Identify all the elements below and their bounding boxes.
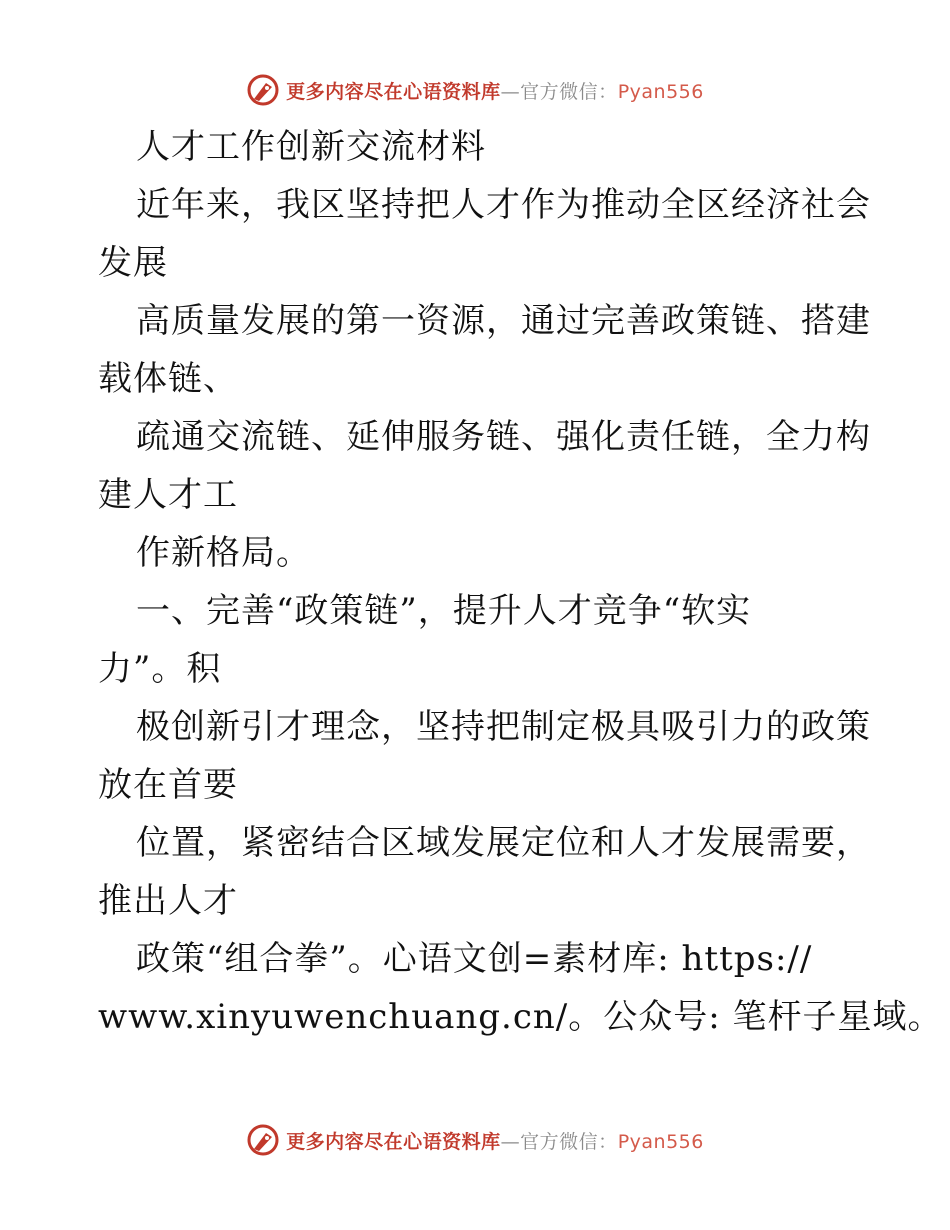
paragraph-line: 放在首要 — [98, 765, 238, 805]
banner-separator: — — [500, 80, 521, 103]
paragraph-line: 建人才工 — [98, 475, 238, 515]
banner-wechat-id: Pyan556 — [617, 1130, 704, 1153]
header-banner — [0, 68, 950, 112]
paragraph-line-url: www.xinyuwenchuang.cn/。公众号: 笔杆子星域。 — [98, 997, 943, 1037]
banner-main-text: 更多内容尽在心语资料库 — [286, 80, 501, 103]
document-body — [98, 118, 943, 1046]
paragraph-line: 极创新引才理念，坚持把制定极具吸引力的政策 — [136, 707, 871, 747]
section-heading-line: 一、完善“政策链”，提升人才竞争“软实 — [136, 591, 752, 631]
paragraph-line: 作新格局。 — [136, 533, 311, 573]
paragraph-line: 位置，紧密结合区域发展定位和人才发展需要， — [136, 823, 871, 863]
paragraph-line: 发展 — [98, 243, 168, 283]
paragraph-line: 力”。积 — [98, 649, 222, 689]
banner-wechat-id: Pyan556 — [617, 80, 704, 103]
banner-separator: — — [500, 1130, 521, 1153]
paragraph-line: 高质量发展的第一资源，通过完善政策链、搭建 — [136, 301, 871, 341]
paragraph-line: 疏通交流链、延伸服务链、强化责任链，全力构 — [136, 417, 871, 457]
paragraph-line: 载体链、 — [98, 359, 238, 399]
pen-nib-logo-icon — [246, 73, 280, 107]
banner-text — [286, 77, 704, 104]
banner-wechat-label: 官方微信： — [520, 80, 618, 103]
banner-main-text: 更多内容尽在心语资料库 — [286, 1130, 501, 1153]
banner-wechat-label: 官方微信： — [520, 1130, 618, 1153]
banner-text — [286, 1127, 704, 1154]
paragraph-line: 近年来，我区坚持把人才作为推动全区经济社会 — [136, 185, 871, 225]
pen-nib-logo-icon — [246, 1123, 280, 1157]
paragraph-line: 推出人才 — [98, 881, 238, 921]
paragraph-line: 政策“组合拳”。心语文创=素材库: https:// — [136, 939, 813, 979]
footer-banner — [0, 1118, 950, 1162]
document-title: 人才工作创新交流材料 — [136, 127, 486, 167]
